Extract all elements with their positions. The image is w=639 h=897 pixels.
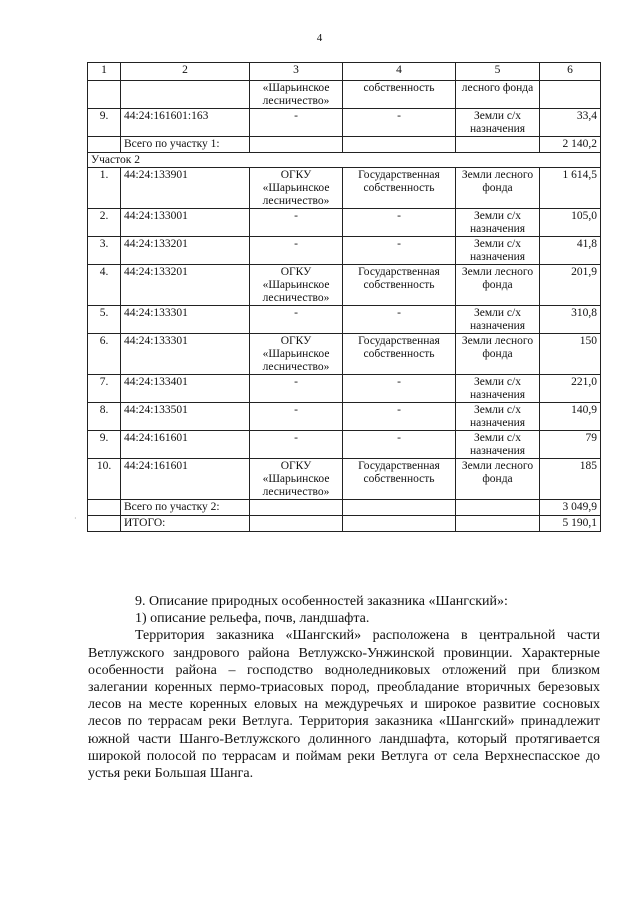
- table-row: [88, 209, 601, 237]
- cadastral-number-cell: 44:24:133201: [121, 237, 250, 265]
- table-row: [88, 375, 601, 403]
- column-header: 4: [343, 63, 456, 81]
- cadastral-number-cell: 44:24:161601: [121, 431, 250, 459]
- table-row: [88, 306, 601, 334]
- organization-cell: ОГКУ «Шарьинское лесничество»: [250, 168, 343, 209]
- area-cell: [540, 81, 601, 109]
- area-cell: 140,9: [540, 403, 601, 431]
- land-category-cell: Земли с/х назначения: [456, 306, 540, 334]
- cadastral-number-cell: 44:24:133401: [121, 375, 250, 403]
- land-category-cell: лесного фонда: [456, 81, 540, 109]
- area-cell: 310,8: [540, 306, 601, 334]
- row-number-cell: 7.: [88, 375, 121, 403]
- row-number-cell: 8.: [88, 403, 121, 431]
- column-header: 5: [456, 63, 540, 81]
- area-cell: 105,0: [540, 209, 601, 237]
- row-number-cell: 1.: [88, 168, 121, 209]
- land-category-cell: Земли с/х назначения: [456, 209, 540, 237]
- ownership-cell: -: [343, 403, 456, 431]
- table-row: [88, 237, 601, 265]
- total-label: ИТОГО:: [121, 516, 250, 532]
- column-header: 6: [540, 63, 601, 81]
- empty-cell: [456, 500, 540, 516]
- row-number-cell: 4.: [88, 265, 121, 306]
- land-category-cell: Земли с/х назначения: [456, 403, 540, 431]
- total-label: Всего по участку 2:: [121, 500, 250, 516]
- column-header: 2: [121, 63, 250, 81]
- organization-cell: ОГКУ «Шарьинское лесничество»: [250, 265, 343, 306]
- empty-cell: [88, 500, 121, 516]
- organization-cell: -: [250, 403, 343, 431]
- land-table: [87, 62, 601, 532]
- cadastral-number-cell: [121, 81, 250, 109]
- column-header: 3: [250, 63, 343, 81]
- table-row: [88, 265, 601, 306]
- empty-cell: [343, 137, 456, 153]
- cadastral-number-cell: 44:24:133301: [121, 334, 250, 375]
- table-row: [88, 334, 601, 375]
- margin-mark: ·: [74, 514, 77, 523]
- ownership-cell: Государственная собственность: [343, 168, 456, 209]
- row-number-cell: 5.: [88, 306, 121, 334]
- organization-cell: -: [250, 306, 343, 334]
- page-number: 4: [316, 32, 323, 44]
- empty-cell: [250, 516, 343, 532]
- row-number-cell: [88, 81, 121, 109]
- land-category-cell: Земли лесного фонда: [456, 265, 540, 306]
- cadastral-number-cell: 44:24:133001: [121, 209, 250, 237]
- section-heading: 9. Описание природных особенностей заказника «Шангский»:: [135, 594, 508, 609]
- area-cell: 150: [540, 334, 601, 375]
- land-category-cell: Земли лесного фонда: [456, 168, 540, 209]
- organization-cell: ОГКУ «Шарьинское лесничество»: [250, 334, 343, 375]
- total-row-2: [88, 500, 601, 516]
- land-category-cell: Земли с/х назначения: [456, 237, 540, 265]
- section-row: [88, 153, 601, 168]
- area-cell: 33,4: [540, 109, 601, 137]
- organization-cell: ОГКУ «Шарьинское лесничество»: [250, 459, 343, 500]
- area-cell: 201,9: [540, 265, 601, 306]
- row-number-cell: 6.: [88, 334, 121, 375]
- ownership-cell: собственность: [343, 81, 456, 109]
- empty-cell: [456, 516, 540, 532]
- area-cell: 1 614,5: [540, 168, 601, 209]
- organization-cell: -: [250, 109, 343, 137]
- land-category-cell: Земли с/х назначения: [456, 431, 540, 459]
- ownership-cell: Государственная собственность: [343, 265, 456, 306]
- cadastral-number-cell: 44:24:133501: [121, 403, 250, 431]
- row-number-cell: 9.: [88, 109, 121, 137]
- empty-cell: [343, 500, 456, 516]
- total-label: Всего по участку 1:: [121, 137, 250, 153]
- total-row-1: [88, 137, 601, 153]
- ownership-cell: Государственная собственность: [343, 334, 456, 375]
- ownership-cell: -: [343, 431, 456, 459]
- total-value: 2 140,2: [540, 137, 601, 153]
- area-cell: 185: [540, 459, 601, 500]
- table-row: [88, 168, 601, 209]
- row-number-cell: 2.: [88, 209, 121, 237]
- land-category-cell: Земли лесного фонда: [456, 459, 540, 500]
- land-category-cell: Земли лесного фонда: [456, 334, 540, 375]
- cadastral-number-cell: 44:24:161601:163: [121, 109, 250, 137]
- ownership-cell: Государственная собственность: [343, 459, 456, 500]
- empty-cell: [250, 137, 343, 153]
- organization-cell: -: [250, 209, 343, 237]
- land-category-cell: Земли с/х назначения: [456, 109, 540, 137]
- table-row: [88, 81, 601, 109]
- ownership-cell: -: [343, 375, 456, 403]
- section-subheading: 1) описание рельефа, почв, ландшафта.: [135, 611, 370, 627]
- empty-cell: [456, 137, 540, 153]
- description-section: [88, 593, 600, 782]
- row-number-cell: 10.: [88, 459, 121, 500]
- ownership-cell: -: [343, 209, 456, 237]
- cadastral-number-cell: 44:24:133901: [121, 168, 250, 209]
- table-row: [88, 403, 601, 431]
- organization-cell: «Шарьинское лесничество»: [250, 81, 343, 109]
- table-header-row: [88, 63, 601, 81]
- cadastral-number-cell: 44:24:133201: [121, 265, 250, 306]
- table-row: [88, 109, 601, 137]
- cadastral-number-cell: 44:24:161601: [121, 459, 250, 500]
- section-label: Участок 2: [88, 153, 601, 168]
- organization-cell: -: [250, 237, 343, 265]
- total-value: 3 049,9: [540, 500, 601, 516]
- empty-cell: [88, 137, 121, 153]
- total-value: 5 190,1: [540, 516, 601, 532]
- row-number-cell: 3.: [88, 237, 121, 265]
- empty-cell: [88, 516, 121, 532]
- ownership-cell: -: [343, 109, 456, 137]
- area-cell: 41,8: [540, 237, 601, 265]
- cadastral-number-cell: 44:24:133301: [121, 306, 250, 334]
- table-row: [88, 431, 601, 459]
- row-number-cell: 9.: [88, 431, 121, 459]
- description-paragraph: Территория заказника «Шангский» расположена в центральной части Ветлужского зандрового района Ветлужско-Унжинской провинции. Характерные особенности района – господство водноледниковых отложений при близком залегании коренных пермо-триасовых пород, преобладание вторичных березовых лесов на месте коренных еловых на междуречьях и широкое развитие сосновых лесов по террасам реки Ветлуга. Территория заказника «Шангский» принадлежит южной части Шанго-Ветлужского долинного ландшафта, который протягивается широкой полосой по террасам и поймам реки Ветлуга от села Верхнеспасское до устья реки Большая Шанга.: [88, 628, 600, 782]
- ownership-cell: -: [343, 306, 456, 334]
- land-category-cell: Земли с/х назначения: [456, 375, 540, 403]
- ownership-cell: -: [343, 237, 456, 265]
- table-row: [88, 459, 601, 500]
- area-cell: 79: [540, 431, 601, 459]
- empty-cell: [250, 500, 343, 516]
- empty-cell: [343, 516, 456, 532]
- column-header: 1: [88, 63, 121, 81]
- organization-cell: -: [250, 375, 343, 403]
- grand-total-row: [88, 516, 601, 532]
- area-cell: 221,0: [540, 375, 601, 403]
- organization-cell: -: [250, 431, 343, 459]
